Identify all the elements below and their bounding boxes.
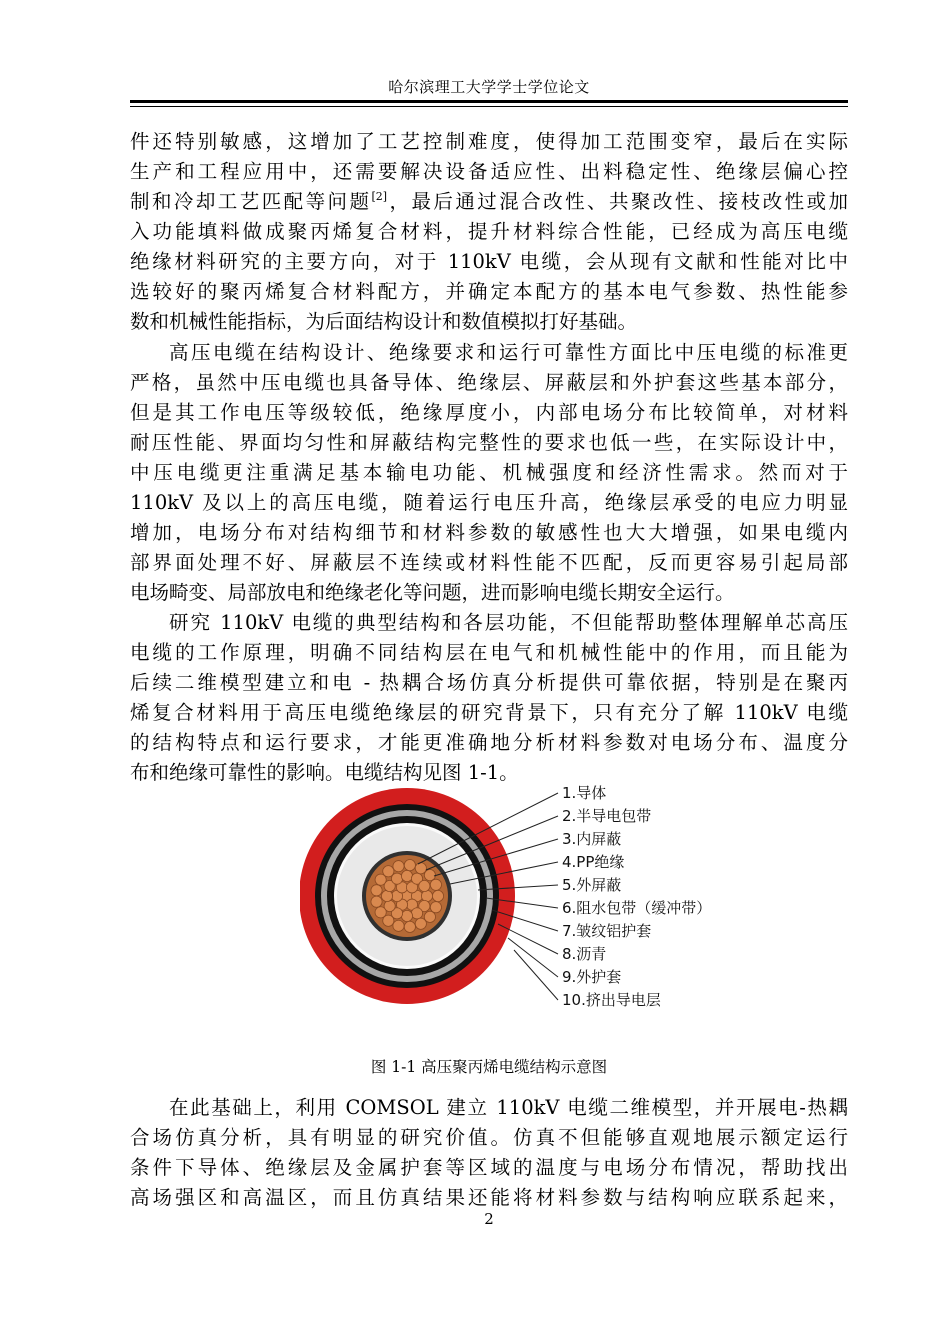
- legend-label: 9.外护套: [562, 968, 622, 986]
- conductor-strand: [371, 885, 382, 896]
- leader-line: [514, 950, 558, 1000]
- para1-line: 件还特别敏感，这增加了工艺控制难度，使得加工范围变窄，最后在实际: [130, 130, 848, 153]
- para2-line: 严格，虽然中压电缆也具备导体、绝缘层、屏蔽层和外护套这些基本部分，: [130, 371, 848, 394]
- para1-text: 制和冷却工艺匹配等问题: [130, 190, 372, 213]
- para1-line-with-citation: [130, 187, 848, 217]
- legend-label: 10.挤出导电层: [562, 991, 661, 1009]
- conductor-strand: [393, 861, 404, 872]
- conductor-strand: [375, 907, 386, 918]
- conductor-strand: [404, 860, 415, 871]
- para1-line: 入功能填料做成聚丙烯复合材料，提升材料综合性能，已经成为高压电缆: [130, 220, 848, 243]
- legend-label: 1.导体: [562, 784, 607, 802]
- conductor-strand: [371, 896, 382, 907]
- para2-line: 高压电缆在结构设计、绝缘要求和运行可靠性方面比中压电缆的标准更: [169, 341, 848, 364]
- conductor-strand: [401, 910, 412, 921]
- conductor-strand: [421, 890, 432, 901]
- legend-label: 5.外屏蔽: [562, 876, 622, 894]
- conductor-strand: [432, 890, 443, 901]
- figure-caption: 图 1-1 高压聚丙烯电缆结构示意图: [370, 1058, 608, 1076]
- para4-line: 高场强区和高温区，而且仿真结果还能将材料参数与结构响应联系起来，: [130, 1186, 848, 1209]
- conductor-strand: [419, 880, 430, 891]
- para2-line: 中压电缆更注重满足基本输电功能、机械强度和经济性需求。然而对于: [130, 461, 848, 484]
- para3-line: 后续二维模型建立和电 - 热耦合场仿真分析提供可靠依据，特别是在聚丙: [130, 671, 848, 694]
- para2-line: 增加，电场分布对结构细节和材料参数的敏感性也大大增强，如果电缆内: [130, 521, 848, 544]
- para3-line-last: 布和绝缘可靠性的影响。电缆结构见图 1-1。: [130, 761, 519, 784]
- conductor-strand: [430, 902, 441, 913]
- conductor-strand: [404, 921, 415, 932]
- cable-cross-section-figure: [300, 778, 760, 1028]
- para1-line-last: 数和机械性能指标，为后面结构设计和数值模拟打好基础。: [130, 310, 638, 333]
- para2-line: 部界面处理不好、屏蔽层不连续或材料性能不匹配，反而更容易引起局部: [130, 551, 848, 574]
- para2-line: 110kV 及以上的高压电缆，随着运行电压升高，绝缘层承受的电应力明显: [130, 491, 848, 514]
- legend: [562, 784, 711, 1009]
- para1-line: 选较好的聚丙烯复合材料配方，并确定本配方的基本电气参数、热性能参: [130, 280, 848, 303]
- conductor-strand: [381, 890, 392, 901]
- running-header: 哈尔滨理工大学学士学位论文: [388, 78, 590, 96]
- conductor-strand: [424, 870, 435, 881]
- para2-line: 耐压性能、界面均匀性和屏蔽结构完整性的要求也低一些，在实际设计中，: [130, 431, 848, 454]
- conductor-strand: [383, 866, 394, 877]
- conductor-strand: [415, 918, 426, 929]
- legend-label: 3.内屏蔽: [562, 830, 622, 848]
- legend-label: 8.沥青: [562, 945, 607, 963]
- conductor-strand: [401, 870, 412, 881]
- para2-line: 但是其工作电压等级较低，绝缘厚度小，内部电场分布比较简单，对材料: [130, 401, 848, 424]
- para4-line: 合场仿真分析，具有明显的研究价值。仿真不但能够直观地展示额定运行: [130, 1126, 848, 1149]
- conductor-strand: [393, 920, 404, 931]
- conductor-strand: [411, 908, 422, 919]
- cable-diagram: [300, 778, 760, 1028]
- citation-ref: [2]: [371, 190, 388, 203]
- para3-line: 的结构特点和运行要求，才能更准确地分析材料参数对电场分布、温度分: [130, 731, 848, 754]
- legend-label: 4.PP绝缘: [562, 853, 625, 871]
- page-number: 2: [484, 1210, 494, 1228]
- para1-text: ，最后通过混合改性、共聚改性、接枝改性或加: [387, 190, 848, 213]
- header-rule-thick: [130, 100, 848, 103]
- para1-line: 生产和工程应用中，还需要解决设备适应性、出料稳定性、绝缘层偏心控: [130, 160, 848, 183]
- conductor-strand: [430, 879, 441, 890]
- legend-label: 6.阻水包带（缓冲带）: [562, 899, 712, 917]
- para4-line: 条件下导体、绝缘层及金属护套等区域的温度与电场分布情况，帮助找出: [130, 1156, 848, 1179]
- header-rule-thin: [130, 106, 848, 107]
- para3-line: 烯复合材料用于高压电缆绝缘层的研究背景下，只有充分了解 110kV 电缆: [130, 701, 848, 724]
- legend-label: 2.半导电包带: [562, 807, 652, 825]
- para1-line: 绝缘材料研究的主要方向，对于 110kV 电缆，会从现有文献和性能对比中: [130, 250, 848, 273]
- para3-line: 电缆的工作原理，明确不同结构层在电气和机械性能中的作用，而且能为: [130, 641, 848, 664]
- para4-line: 在此基础上，利用 COMSOL 建立 110kV 电缆二维模型，并开展电-热耦: [169, 1096, 848, 1119]
- para3-line: 研究 110kV 电缆的典型结构和各层功能，不但能帮助整体理解单芯高压: [169, 611, 848, 634]
- para2-line-last: 电场畸变、局部放电和绝缘老化等问题，进而影响电缆长期安全运行。: [130, 581, 735, 604]
- legend-label: 7.皱纹铝护套: [562, 922, 652, 940]
